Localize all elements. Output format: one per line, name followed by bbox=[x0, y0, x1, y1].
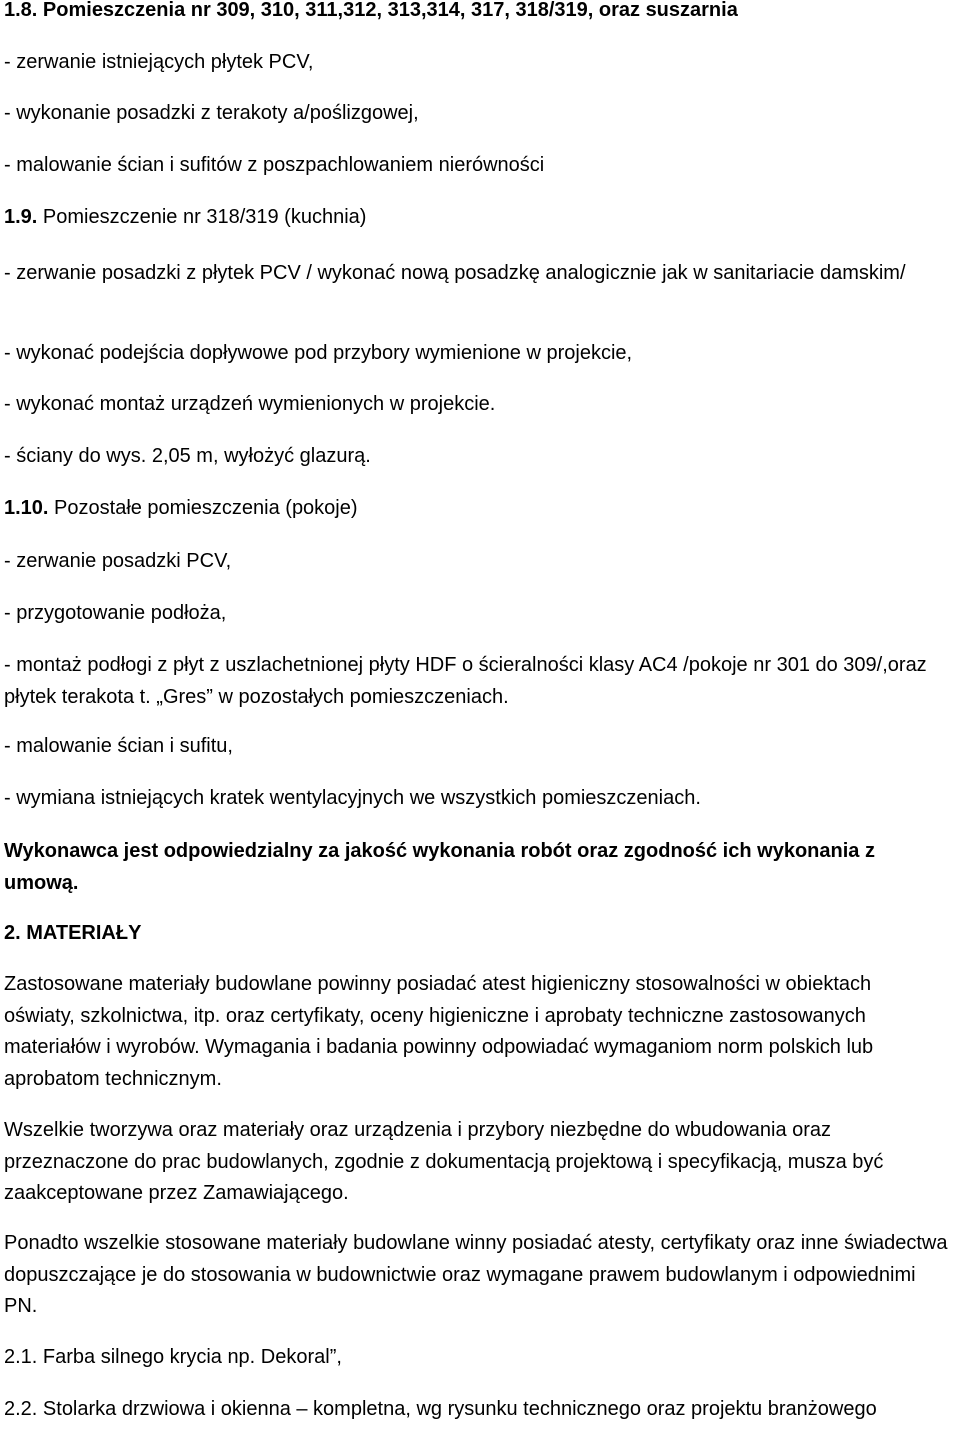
list-item: - malowanie ścian i sufitów z poszpachlowaniem nierówności bbox=[4, 154, 545, 176]
section-number: 1.10. bbox=[4, 497, 49, 519]
list-item: - wykonać podejścia dopływowe pod przybory wymienione w projekcie, bbox=[4, 342, 633, 364]
section-title: Pomieszczenie nr 318/319 (kuchnia) bbox=[42, 206, 367, 228]
list-item: - zerwanie istniejących płytek PCV, bbox=[4, 51, 314, 73]
list-item: - przygotowanie podłoża, bbox=[4, 602, 227, 624]
section-heading-1-9 bbox=[4, 205, 366, 229]
section-title: Pozostałe pomieszczenia (pokoje) bbox=[54, 497, 358, 519]
paragraph: Ponadto wszelkie stosowane materiały budowlane winny posiadać atesty, certyfikaty oraz inne świadectwa dopuszczające je do stosowania w budownictwie oraz wymagane prawem budowlanym i odpowiednimi PN. bbox=[4, 1232, 948, 1317]
list-item: - zerwanie posadzki z płytek PCV / wykonać nową posadzkę analogicznie jak w sanitariacie damskim/ bbox=[4, 262, 906, 284]
list-item: - wymiana istniejących kratek wentylacyjnych we wszystkich pomieszczeniach. bbox=[4, 787, 701, 809]
list-item: 2.1. Farba silnego krycia np. Dekoral”, bbox=[4, 1346, 342, 1368]
list-item: - zerwanie posadzki PCV, bbox=[4, 550, 232, 572]
list-item: - wykonać montaż urządzeń wymienionych w projekcie. bbox=[4, 393, 496, 415]
section-number: 1.9. bbox=[4, 206, 38, 228]
section-heading-1-10 bbox=[4, 496, 358, 520]
list-item: 2.2. Stolarka drzwiowa i okienna – kompletna, wg rysunku technicznego oraz projektu branżowego bbox=[4, 1398, 877, 1420]
section-heading-1-8: 1.8. Pomieszczenia nr 309, 310, 311,312, 313,314, 317, 318/319, oraz suszarnia bbox=[4, 0, 738, 21]
section-heading-2: 2. MATERIAŁY bbox=[4, 922, 142, 944]
list-item: - ściany do wys. 2,05 m, wyłożyć glazurą. bbox=[4, 445, 371, 467]
paragraph: Zastosowane materiały budowlane powinny posiadać atest higieniczny stosowalności w obiektach oświaty, szkolnictwa, itp. oraz certyfikaty, oceny higieniczne i aprobaty techniczne zastosowanych materiałów i wyrobów. Wymagania i badania powinny odpowiadać wymaganiom norm polskich lub aprobatom technicznym. bbox=[4, 973, 874, 1090]
contractor-note: Wykonawca jest odpowiedzialny za jakość wykonania robót oraz zgodność ich wykonania z umową. bbox=[4, 840, 875, 894]
list-item: - montaż podłogi z płyt z uszlachetnionej płyty HDF o ścieralności klasy AC4 /pokoje nr 301 do 309/,oraz płytek terakota t. „Gres” w pozostałych pomieszczeniach. bbox=[4, 654, 927, 708]
paragraph: Wszelkie tworzywa oraz materiały oraz urządzenia i przybory niezbędne do wbudowania oraz przeznaczone do prac budowlanych, zgodnie z dokumentacją projektową i specyfikacją, musza być zaakceptowane przez Zamawiającego. bbox=[4, 1119, 884, 1204]
list-item: - malowanie ścian i sufitu, bbox=[4, 735, 233, 757]
list-item: - wykonanie posadzki z terakoty a/poślizgowej, bbox=[4, 102, 419, 124]
